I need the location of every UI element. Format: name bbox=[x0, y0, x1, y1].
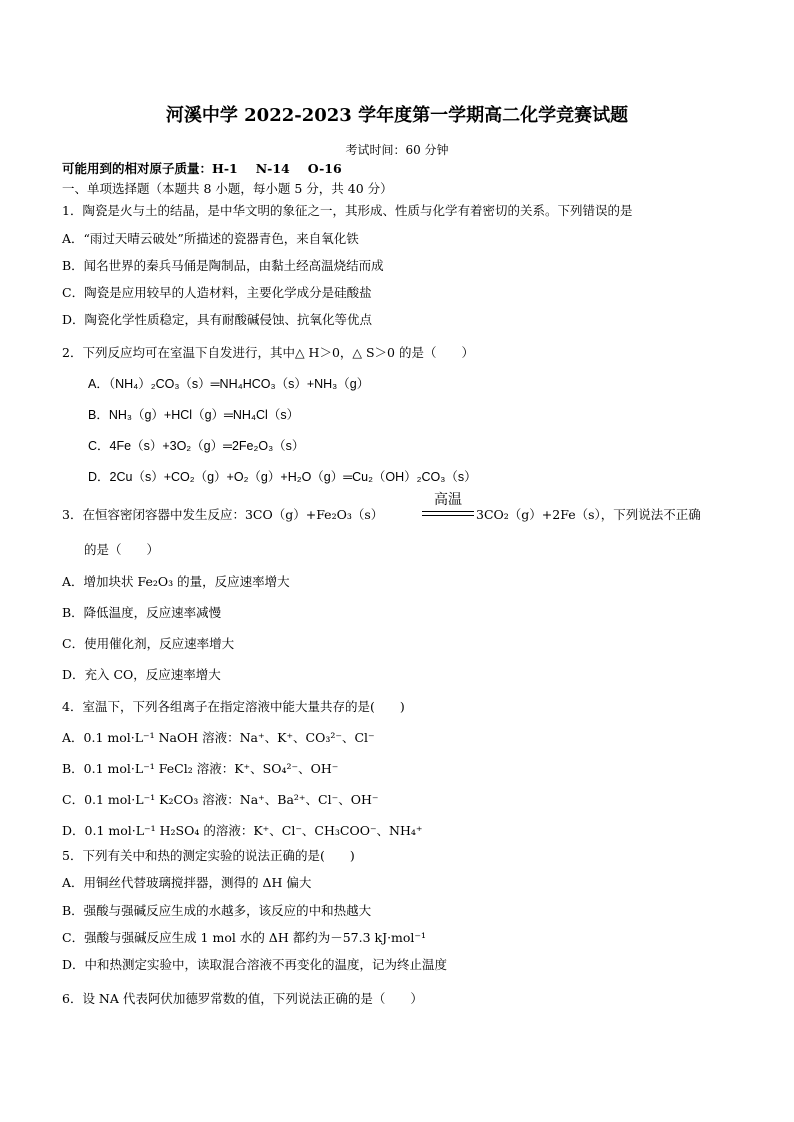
question-3-option-c: C．使用催化剂，反应速率增大 bbox=[62, 636, 235, 651]
question-4-option-d: D．0.1 mol·L⁻¹ H₂SO₄ 的溶液：K⁺、Cl⁻、CH₃COO⁻、NH₄⁺ bbox=[62, 823, 423, 838]
question-4-stem: 4．室温下，下列各组离子在指定溶液中能大量共存的是( ) bbox=[62, 699, 405, 714]
question-1-option-b: B．闻名世界的秦兵马俑是陶制品，由黏土经高温烧结而成 bbox=[62, 258, 384, 273]
question-3-stem-right: 3CO₂（g）+2Fe（s），下列说法不正确 bbox=[476, 507, 701, 522]
exam-duration: 考试时间：60 分钟 bbox=[345, 143, 449, 157]
question-5-option-a: A．用铜丝代替玻璃搅拌器，测得的 ΔH 偏大 bbox=[62, 875, 312, 890]
question-2-option-d: D．2Cu（s）+CO₂（g）+O₂（g）+H₂O（g）═Cu₂（OH）₂CO₃（s） bbox=[88, 470, 477, 484]
question-2-option-b: B．NH₃（g）+HCl（g）═NH₄Cl（s） bbox=[88, 408, 300, 422]
question-3-stem-left: 3．在恒容密闭容器中发生反应：3CO（g）+Fe₂O₃（s） bbox=[62, 507, 384, 522]
question-1-option-d: D．陶瓷化学性质稳定，具有耐酸碱侵蚀、抗氧化等优点 bbox=[62, 312, 373, 327]
atomic-mass-n: N-14 bbox=[255, 161, 290, 176]
question-3-option-d: D．充入 CO，反应速率增大 bbox=[62, 667, 221, 682]
question-3-option-b: B．降低温度，反应速率减慢 bbox=[62, 605, 222, 620]
question-1-stem: 1．陶瓷是火与土的结晶，是中华文明的象征之一，其形成、性质与化学有着密切的关系。下列错误的是 bbox=[62, 203, 633, 218]
atomic-mass-h: H-1 bbox=[212, 161, 238, 176]
question-1-option-c: C．陶瓷是应用较早的人造材料，主要化学成分是硅酸盐 bbox=[62, 285, 372, 300]
question-5-option-d: D．中和热测定实验中，读取混合溶液不再变化的温度，记为终止温度 bbox=[62, 957, 448, 972]
question-2-stem: 2．下列反应均可在室温下自发进行，其中△ H＞0，△ S＞0 的是（ ） bbox=[62, 345, 474, 360]
equals-bar-top bbox=[422, 511, 474, 512]
question-5-option-b: B．强酸与强碱反应生成的水越多，该反应的中和热越大 bbox=[62, 903, 372, 918]
question-3-option-a: A．增加块状 Fe₂O₃ 的量，反应速率增大 bbox=[62, 574, 290, 589]
atomic-mass-line bbox=[62, 160, 360, 178]
question-5-stem: 5．下列有关中和热的测定实验的说法正确的是( ) bbox=[62, 848, 355, 863]
reaction-condition-label: 高温 bbox=[434, 492, 462, 508]
equals-bar-bottom bbox=[422, 515, 474, 516]
question-3-stem-continued: 的是（ ） bbox=[84, 542, 160, 557]
question-4-option-c: C．0.1 mol·L⁻¹ K₂CO₃ 溶液：Na⁺、Ba²⁺、Cl⁻、OH⁻ bbox=[62, 792, 379, 807]
atomic-mass-o: O-16 bbox=[307, 161, 342, 176]
question-4-option-b: B．0.1 mol·L⁻¹ FeCl₂ 溶液：K⁺、SO₄²⁻、OH⁻ bbox=[62, 761, 339, 776]
exam-title: 河溪中学 2022-2023 学年度第一学期高二化学竞赛试题 bbox=[165, 105, 629, 126]
question-2-option-c: C．4Fe（s）+3O₂（g）═2Fe₂O₃（s） bbox=[88, 439, 305, 453]
question-6-stem: 6．设 NA 代表阿伏加德罗常数的值，下列说法正确的是（ ） bbox=[62, 991, 423, 1006]
question-4-option-a: A．0.1 mol·L⁻¹ NaOH 溶液：Na⁺、K⁺、CO₃²⁻、Cl⁻ bbox=[62, 730, 375, 745]
atomic-mass-label: 可能用到的相对原子质量： bbox=[62, 161, 213, 176]
question-2-option-a: A．（NH₄）₂CO₃（s）═NH₄HCO₃（s）+NH₃（g） bbox=[88, 377, 370, 391]
question-1-option-a: A．“雨过天晴云破处”所描述的瓷器青色，来自氧化铁 bbox=[62, 231, 359, 246]
question-5-option-c: C．强酸与强碱反应生成 1 mol 水的 ΔH 都约为－57.3 kJ·mol⁻¹ bbox=[62, 930, 427, 945]
section-heading: 一、单项选择题（本题共 8 小题，每小题 5 分，共 40 分） bbox=[62, 181, 393, 196]
